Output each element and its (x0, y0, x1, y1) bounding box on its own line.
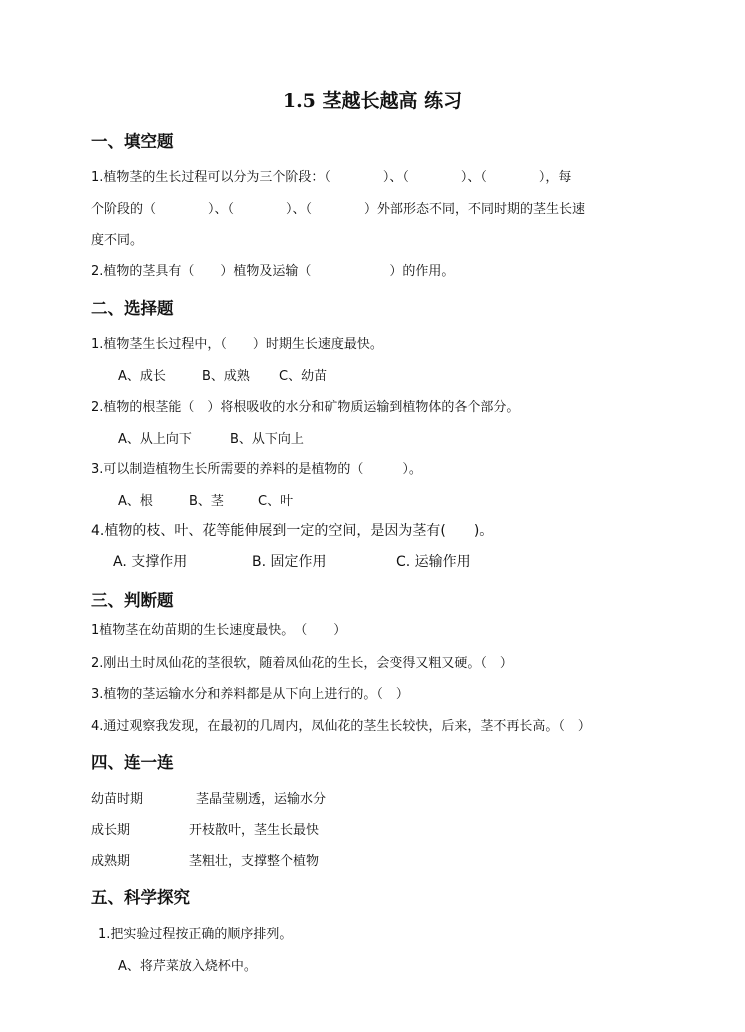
section-heading-explore: 五、科学探究 (91, 888, 190, 907)
section-heading-fill: 一、填空题 (91, 132, 174, 151)
choice-q1-opt-c: C、幼苗 (279, 369, 328, 384)
judge-q4: 4.通过观察我发现，在最初的几周内，凤仙花的茎生长较快，后来，茎不再长高。（ ） (91, 719, 591, 734)
section-heading-match: 四、连一连 (91, 753, 174, 772)
choice-q1-opt-b: B、成熟 (202, 369, 250, 384)
choice-q3: 3.可以制造植物生长所需要的养料的是植物的（ ）。 (91, 462, 422, 477)
match-left-3: 成熟期 (91, 854, 131, 869)
match-left-1: 幼苗时期 (91, 792, 144, 807)
choice-q2: 2.植物的根茎能（ ）将根吸收的水分和矿物质运输到植物体的各个部分。 (91, 400, 520, 415)
fill-q2: 2.植物的茎具有（ ）植物及运输（ ）的作用。 (91, 264, 455, 279)
choice-q4: 4.植物的枝、叶、花等能伸展到一定的空间，是因为茎有( )。 (91, 523, 494, 539)
judge-q1: 1植物茎在幼苗期的生长速度最快。 （ ） (91, 623, 347, 638)
choice-q1-opt-a: A、成长 (118, 369, 166, 384)
judge-q2: 2.刚出土时凤仙花的茎很软，随着凤仙花的生长，会变得又粗又硬。（ ） (91, 656, 513, 671)
choice-q2-opt-b: B、从下向上 (230, 432, 304, 447)
explore-q1: 1.把实验过程按正确的顺序排列。 (98, 927, 293, 942)
fill-q1-line3: 度不同。 (91, 233, 144, 248)
choice-q3-opt-c: C、叶 (258, 494, 294, 509)
section-heading-choice: 二、选择题 (91, 299, 174, 318)
choice-q3-opt-a: A、根 (118, 494, 153, 509)
match-left-2: 成长期 (91, 823, 131, 838)
match-right-1: 茎晶莹剔透，运输水分 (196, 792, 327, 807)
fill-q1-line2: 个阶段的（ ）、（ ）、（ ）外部形态不同，不同时期的茎生长速 (91, 202, 586, 217)
choice-q4-opt-b: B. 固定作用 (252, 554, 327, 570)
choice-q4-opt-a: A. 支撑作用 (113, 554, 188, 570)
match-right-2: 开枝散叶，茎生长最快 (189, 823, 320, 838)
match-right-3: 茎粗壮，支撑整个植物 (189, 854, 320, 869)
judge-q3: 3.植物的茎运输水分和养料都是从下向上进行的。（ ） (91, 687, 409, 702)
choice-q1: 1.植物茎生长过程中，（ ）时期生长速度最快。 (91, 337, 383, 352)
choice-q3-opt-b: B、茎 (189, 494, 224, 509)
page-title: 1.5 茎越长越高 练习 (282, 90, 463, 112)
choice-q4-opt-c: C. 运输作用 (396, 554, 471, 570)
fill-q1-line1: 1.植物茎的生长过程可以分为三个阶段：（ ）、（ ）、（ ），每 (91, 170, 572, 185)
choice-q2-opt-a: A、从上向下 (118, 432, 192, 447)
explore-opt-a: A、将芹菜放入烧杯中。 (118, 959, 257, 974)
section-heading-judge: 三、判断题 (91, 591, 174, 610)
